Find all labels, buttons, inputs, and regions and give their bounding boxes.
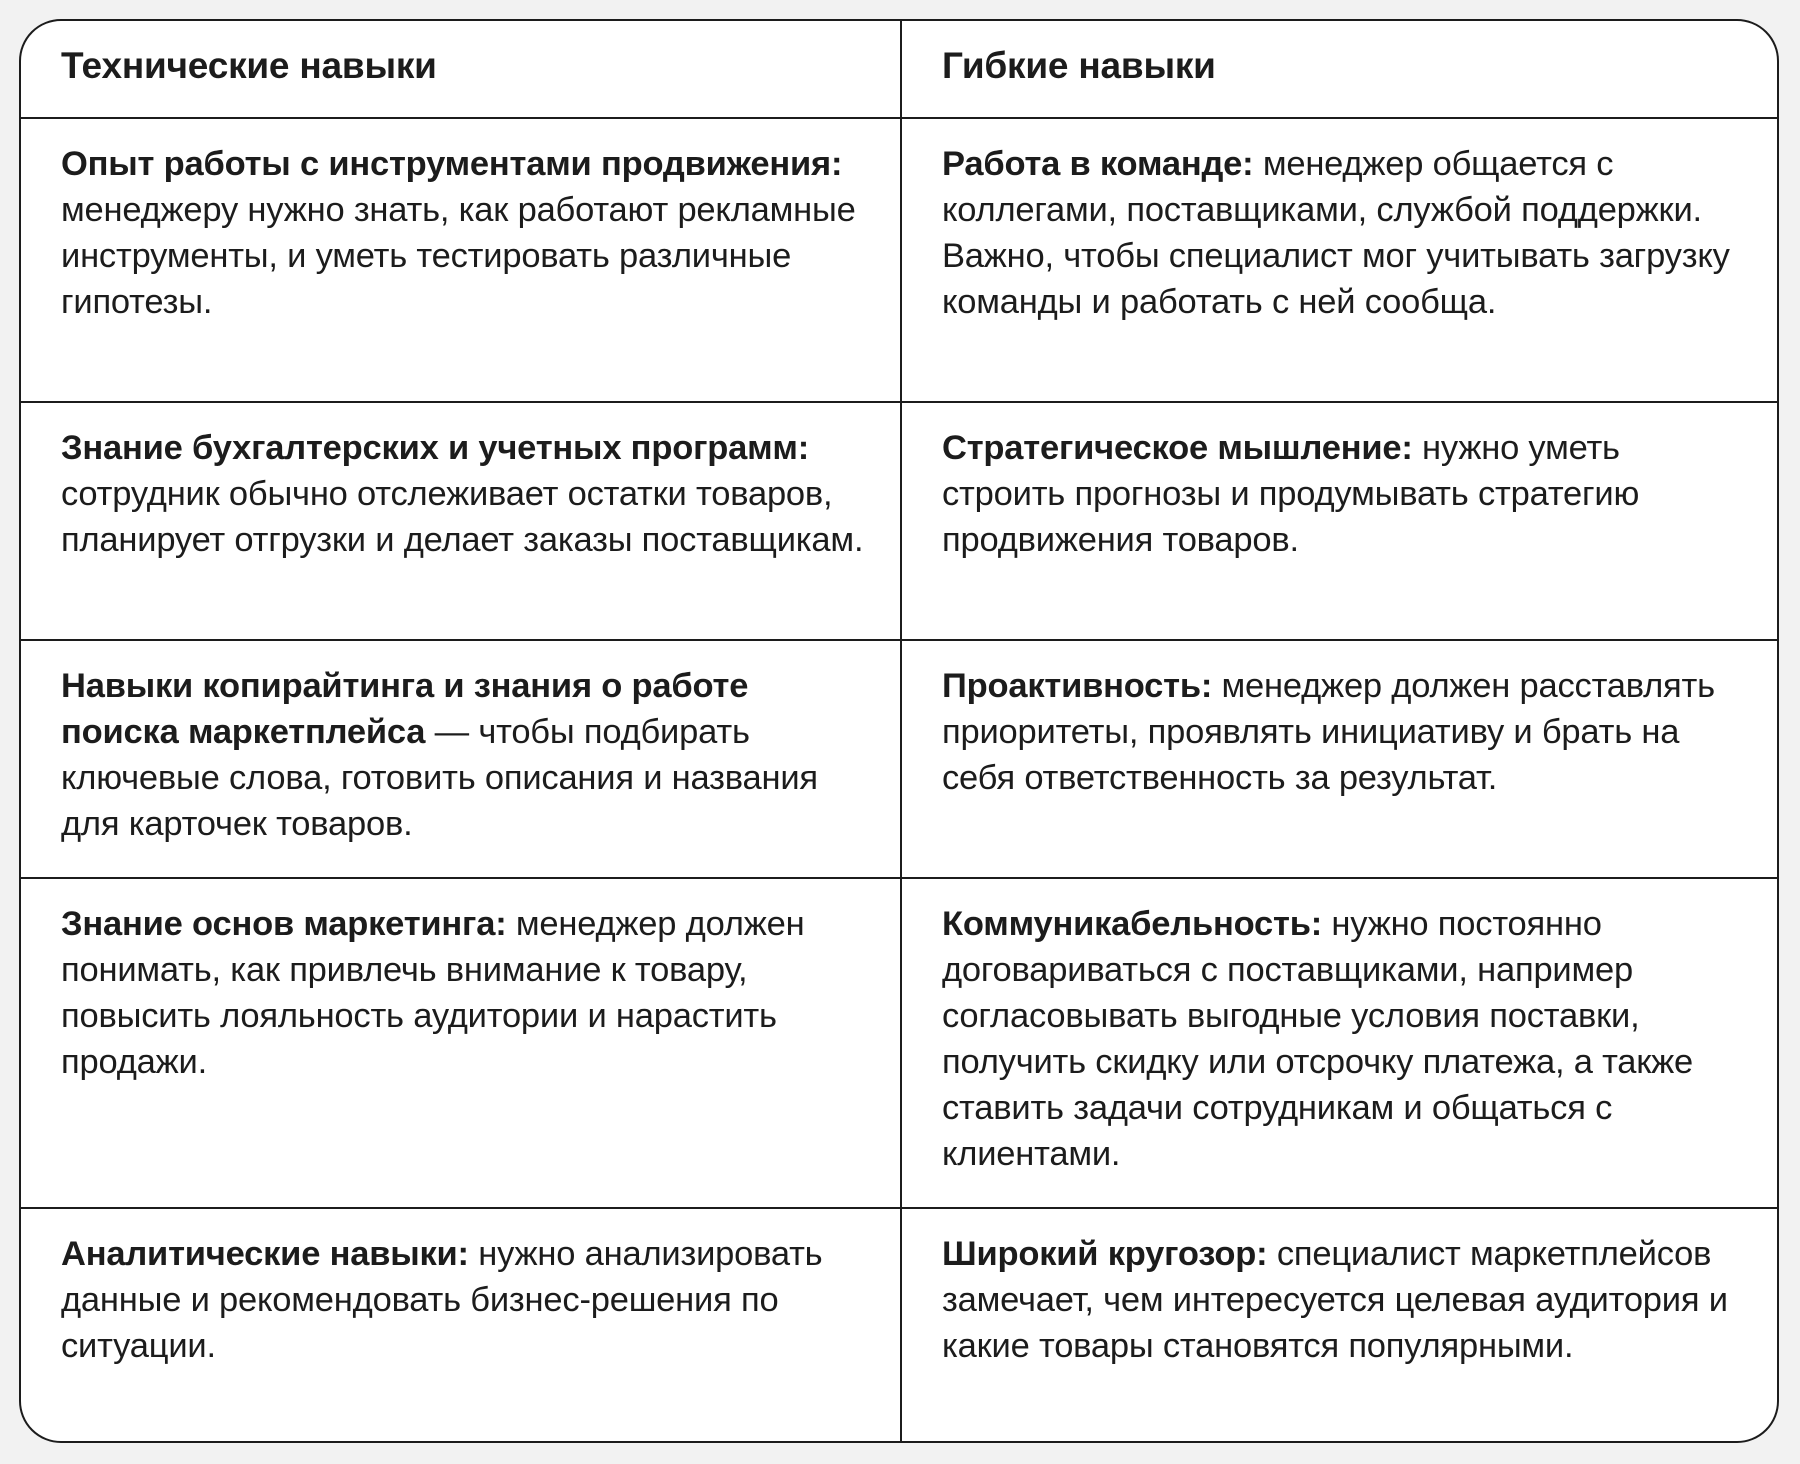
- skill-description: менеджер должен понимать, как привлечь внимание к товару, повысить лояльность аудитории и нарастить продажи.: [61, 905, 805, 1081]
- skill-description: менеджер должен расставлять приоритеты, проявлять инициативу и брать на себя ответственность за результат.: [942, 667, 1715, 797]
- skill-term: Знание бухгалтерских и учетных программ:: [61, 429, 810, 467]
- header-technical-skills: Технические навыки: [21, 21, 901, 118]
- technical-skill-cell: [21, 1208, 901, 1443]
- technical-skill-cell: [21, 402, 901, 640]
- table-row: [21, 640, 1777, 878]
- skill-term: Широкий кругозор:: [942, 1235, 1268, 1273]
- skill-term: Проактивность:: [942, 667, 1213, 705]
- skill-description: сотрудник обычно отслеживает остатки товаров, планирует отгрузки и делает заказы поставщикам.: [61, 475, 864, 559]
- soft-skill-cell: [901, 1208, 1777, 1443]
- skill-description: специалист маркетплейсов замечает, чем интересуется целевая аудитория и какие товары становятся популярными.: [942, 1235, 1728, 1365]
- skill-term: Стратегическое мышление:: [942, 429, 1413, 467]
- technical-skill-cell: [21, 640, 901, 878]
- skill-description: менеджер общается с коллегами, поставщиками, службой поддержки. Важно, чтобы специалист мог учитывать загрузку команды и работать с ней сообща.: [942, 145, 1730, 321]
- table-row: [21, 1208, 1777, 1443]
- header-soft-skills: Гибкие навыки: [901, 21, 1777, 118]
- technical-skill-cell: [21, 878, 901, 1208]
- table-row: [21, 118, 1777, 402]
- table-row: [21, 878, 1777, 1208]
- skills-table: [21, 21, 1777, 1443]
- skill-description: нужно постоянно договариваться с поставщиками, например согласовывать выгодные условия поставки, получить скидку или отсрочку платежа, а также ставить задачи сотрудникам и общаться с клиентами.: [942, 905, 1694, 1173]
- skill-term: Опыт работы с инструментами продвижения:: [61, 145, 843, 183]
- skill-term: Работа в команде:: [942, 145, 1254, 183]
- soft-skill-cell: [901, 402, 1777, 640]
- soft-skill-cell: [901, 118, 1777, 402]
- skills-table-card: [19, 19, 1779, 1443]
- soft-skill-cell: [901, 878, 1777, 1208]
- skill-term: Аналитические навыки:: [61, 1235, 469, 1273]
- soft-skill-cell: [901, 640, 1777, 878]
- skill-term: Навыки копирайтинга и знания о работе поиска маркетплейса: [61, 667, 749, 751]
- table-header-row: [21, 21, 1777, 118]
- table-row: [21, 402, 1777, 640]
- skill-term: Знание основ маркетинга:: [61, 905, 507, 943]
- skill-description: нужно уметь строить прогнозы и продумывать стратегию продвижения товаров.: [942, 429, 1640, 559]
- technical-skill-cell: [21, 118, 901, 402]
- skill-description: нужно анализировать данные и рекомендовать бизнес-решения по ситуации.: [61, 1235, 823, 1365]
- skill-term: Коммуникабельность:: [942, 905, 1323, 943]
- skill-description: менеджеру нужно знать, как работают рекламные инструменты, и уметь тестировать различные гипотезы.: [61, 191, 856, 321]
- skill-description: — чтобы подбирать ключевые слова, готовить описания и названия для карточек товаров.: [61, 713, 818, 843]
